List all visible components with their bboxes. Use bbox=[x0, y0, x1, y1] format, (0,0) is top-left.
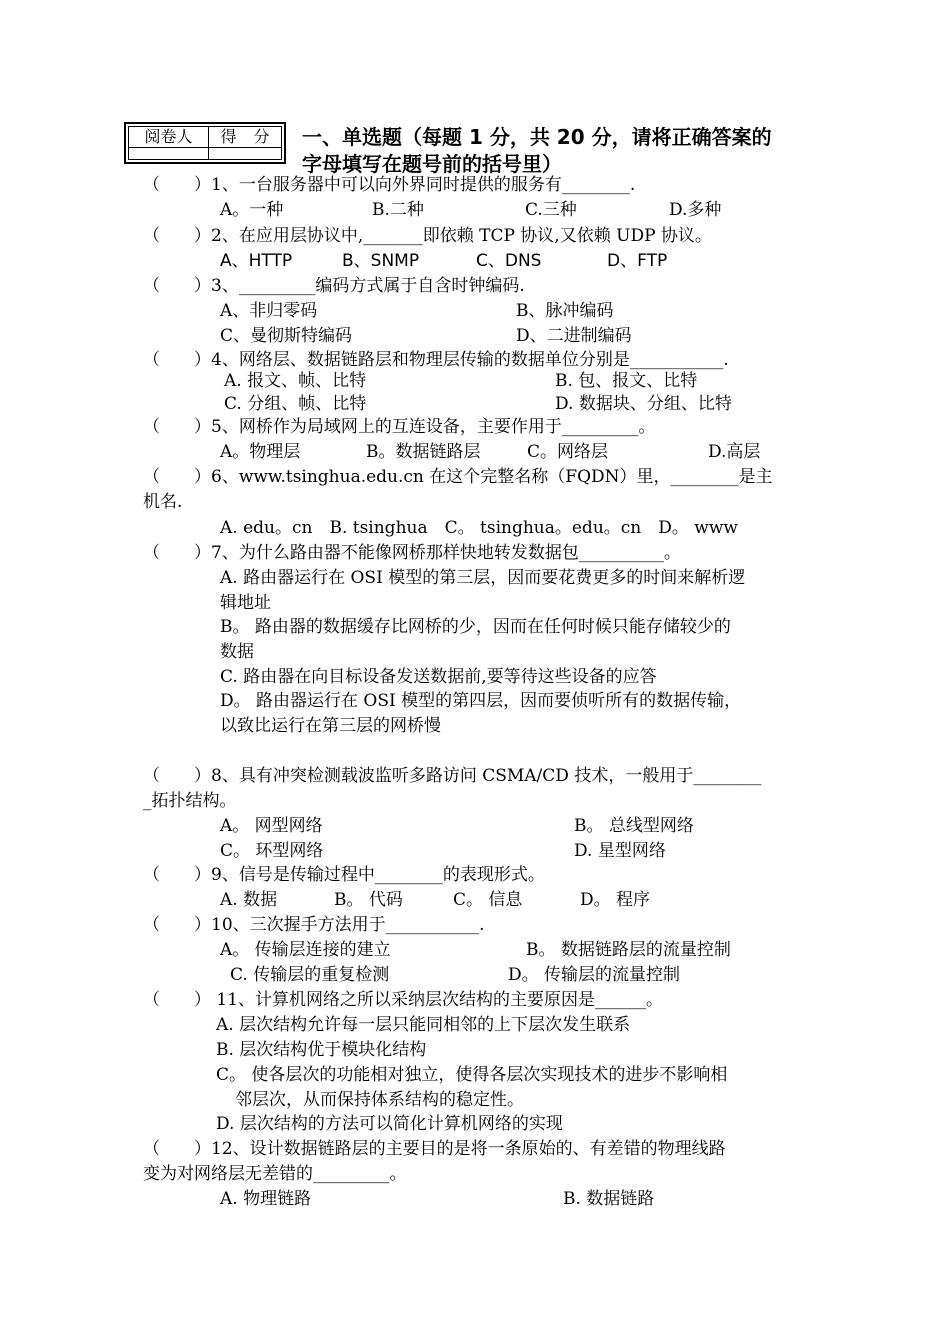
question-4-option-c: C. 分组、帧、比特 bbox=[224, 394, 367, 414]
question-11-option-d: D. 层次结构的方法可以简化计算机网络的实现 bbox=[216, 1114, 563, 1134]
question-10-option-c: C. 传输层的重复检测 bbox=[230, 965, 390, 985]
question-10-option-a: A。 传输层连接的建立 bbox=[220, 940, 391, 960]
question-6-stem: （ ）6、www.tsinghua.edu.cn 在这个完整名称（FQDN）里，________是主 bbox=[143, 467, 773, 487]
question-8-option-a: A。 网型网络 bbox=[220, 816, 323, 836]
question-12-option-a: A. 物理链路 bbox=[220, 1189, 312, 1209]
question-10-option-b: B。 数据链路层的流量控制 bbox=[526, 940, 731, 960]
question-5-option-c: C。网络层 bbox=[527, 442, 609, 462]
question-9-option-d: D。 程序 bbox=[580, 890, 651, 910]
question-9-option-b: B。 代码 bbox=[334, 890, 403, 910]
question-2-option-c: C、DNS bbox=[476, 251, 542, 271]
question-11-option-b: B. 层次结构优于模块化结构 bbox=[216, 1040, 427, 1060]
question-5-option-b: B。数据链路层 bbox=[366, 442, 481, 462]
scorer-label: 阅卷人 bbox=[144, 127, 193, 146]
question-5-option-a: A。物理层 bbox=[220, 442, 301, 462]
question-2-option-b: B、SNMP bbox=[342, 251, 420, 271]
question-8-option-b: B。 总线型网络 bbox=[574, 816, 694, 836]
question-1-option-a: A。一种 bbox=[220, 200, 284, 220]
question-4-stem: （ ）4、网络层、数据链路层和物理层传输的数据单位分别是___________. bbox=[143, 350, 729, 370]
question-3-option-b: B、脉冲编码 bbox=[516, 301, 614, 321]
question-5-stem: （ ）5、网桥作为局域网上的互连设备，主要作用于_________。 bbox=[143, 417, 656, 437]
question-9-stem: （ ）9、信号是传输过程中________的表现形式。 bbox=[143, 865, 545, 885]
question-12-option-b: B. 数据链路 bbox=[563, 1189, 655, 1209]
question-7-option-c: C. 路由器在向目标设备发送数据前,要等待这些设备的应答 bbox=[220, 667, 657, 687]
question-1-option-c: C.三种 bbox=[525, 200, 577, 220]
question-4-option-b: B. 包、报文、比特 bbox=[555, 371, 698, 391]
question-3-option-d: D、二进制编码 bbox=[516, 326, 632, 346]
question-4-option-a: A. 报文、帧、比特 bbox=[224, 371, 367, 391]
question-7-option-a: A. 路由器运行在 OSI 模型的第三层，因而要花费更多的时间来解析逻 bbox=[220, 568, 746, 588]
section-title-cont: 字母填写在题号前的括号里） bbox=[302, 152, 562, 176]
section-title: 一、单选题（每题 1 分，共 20 分，请将正确答案的 bbox=[302, 125, 772, 149]
question-7-option-a-cont: 辑地址 bbox=[220, 593, 271, 613]
question-11-stem: （ ） 11、计算机网络之所以采纳层次结构的主要原因是______。 bbox=[143, 990, 664, 1010]
question-11-option-c: C。 使各层次的功能相对独立，使得各层次实现技术的进步不影响相 bbox=[216, 1065, 728, 1085]
question-2-option-d: D、FTP bbox=[607, 251, 668, 271]
question-8-option-c: C。 环型网络 bbox=[220, 841, 324, 861]
question-1-stem: （ ）1、一台服务器中可以向外界同时提供的服务有________. bbox=[143, 175, 636, 195]
question-7-stem: （ ）7、为什么路由器不能像网桥那样快地转发数据包__________。 bbox=[143, 543, 681, 563]
question-8-stem-cont: _拓扑结构。 bbox=[143, 791, 237, 811]
question-8-stem: （ ）8、具有冲突检测载波监听多路访问 CSMA/CD 技术，一般用于________ bbox=[143, 766, 762, 786]
question-8-option-d: D. 星型网络 bbox=[574, 841, 666, 861]
question-1-option-b: B.二种 bbox=[372, 200, 424, 220]
question-2-stem: （ ）2、在应用层协议中,_______即依赖 TCP 协议,又依赖 UDP 协议。 bbox=[143, 226, 712, 246]
question-6-options: A. edu。cn B. tsinghua C。 tsinghua。edu。cn D。 www bbox=[220, 518, 738, 538]
question-3-stem: （ ）3、_________编码方式属于自含时钟编码. bbox=[143, 276, 525, 296]
question-6-stem-cont: 机名. bbox=[143, 492, 183, 512]
question-3-option-c: C、曼彻斯特编码 bbox=[220, 326, 353, 346]
question-1-option-d: D.多种 bbox=[669, 200, 722, 220]
question-10-option-d: D。 传输层的流量控制 bbox=[508, 965, 681, 985]
question-12-stem-cont: 变为对网络层无差错的_________。 bbox=[143, 1164, 407, 1184]
question-9-option-a: A. 数据 bbox=[220, 890, 278, 910]
question-5-option-d: D.高层 bbox=[708, 442, 761, 462]
question-7-option-b-cont: 数据 bbox=[220, 642, 254, 662]
question-2-option-a: A、HTTP bbox=[220, 251, 293, 271]
question-7-option-d: D。 路由器运行在 OSI 模型的第四层，因而要侦听所有的数据传输， bbox=[220, 691, 742, 711]
question-11-option-a: A. 层次结构允许每一层只能同相邻的上下层次发生联系 bbox=[216, 1015, 631, 1035]
question-9-option-c: C。 信息 bbox=[453, 890, 523, 910]
question-4-option-d: D. 数据块、分组、比特 bbox=[555, 394, 732, 414]
score-table bbox=[124, 122, 286, 164]
question-7-option-b: B。 路由器的数据缓存比网桥的少，因而在任何时候只能存储较少的 bbox=[220, 617, 731, 637]
question-7-option-d-cont: 以致比运行在第三层的网桥慢 bbox=[220, 716, 441, 736]
question-10-stem: （ ）10、三次握手方法用于___________. bbox=[143, 915, 485, 935]
question-3-option-a: A、非归零码 bbox=[220, 301, 318, 321]
question-11-option-c-cont: 邻层次，从而保持体系结构的稳定性。 bbox=[235, 1090, 524, 1110]
score-label: 得 分 bbox=[220, 127, 276, 146]
question-12-stem: （ ）12、设计数据链路层的主要目的是将一条原始的、有差错的物理线路 bbox=[143, 1139, 726, 1159]
